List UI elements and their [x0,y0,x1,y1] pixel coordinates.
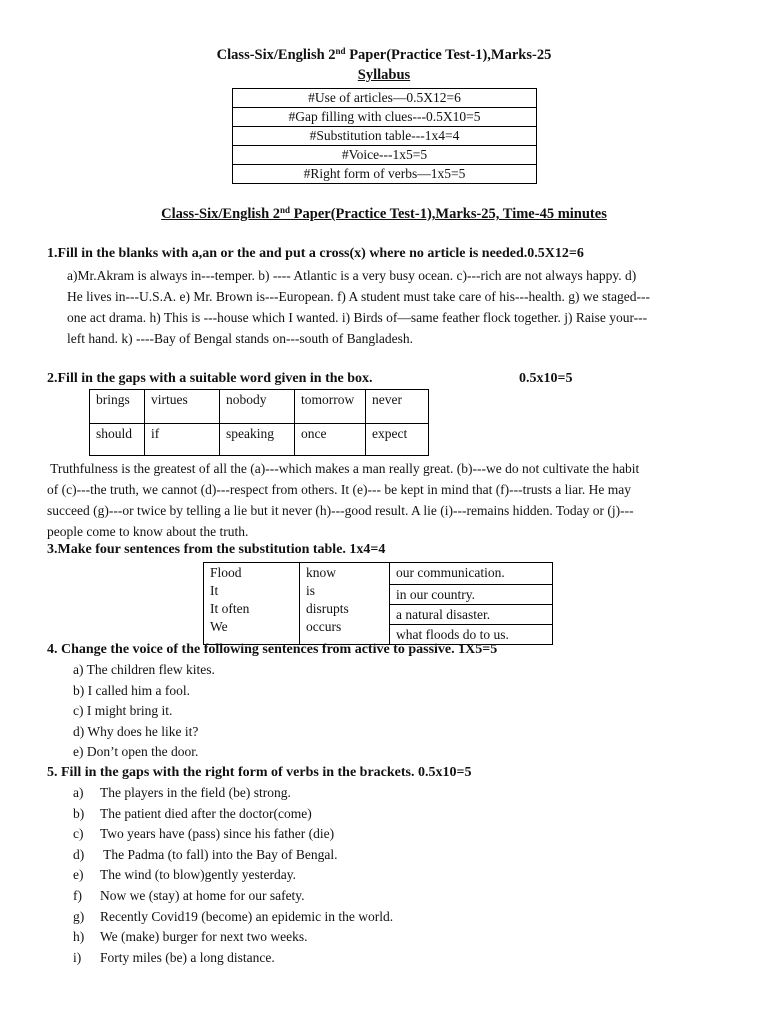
q2-marks: 0.5x10=5 [519,371,573,386]
q5-item-text: The patient died after the doctor(come) [100,805,312,821]
q4-item: e) Don’t open the door. [73,744,199,760]
exam-title-text-rest: Paper(Practice Test-1),Marks-25, Time-45 minutes [290,206,607,222]
q5-item [73,927,393,948]
q2-line: Truthfulness is the greatest of all the (a)---which makes a man really great. (b)---we do not cultivate the habit [47,461,640,476]
word-box [89,389,429,456]
syllabus-row: #Gap filling with clues---0.5X10=5 [233,108,537,127]
sub-subject: Flood [210,565,242,580]
syllabus-row: #Voice---1x5=5 [233,146,537,165]
q2-line: of (c)---the truth, we cannot (d)---respect from others. It (e)--- be kept in mind that (f)---trusts a liar. He may [47,482,632,497]
sub-subject: It [210,583,219,598]
sub-verb: know [306,565,336,580]
q4-item: a) The children flew kites. [73,662,215,677]
q5-item-text: Two years have (pass) since his father (die) [100,826,335,842]
word-cell: speaking [220,424,295,456]
sub-col-verbs [300,563,390,645]
title-text-rest: Paper(Practice Test-1),Marks-25 [345,47,552,63]
q2-line: succeed (g)---or twice by telling a lie but it never (h)---good result. A lie (i)---remains hidden. Today or (j)--- [47,503,634,518]
q5-item [73,804,393,825]
sub-object: in our country. [390,585,553,605]
q5-item-letter: c) [73,826,84,842]
q4-item: c) I might bring it. [73,703,173,719]
q5-item [73,783,393,804]
title-text: Class-Six/English 2 [216,47,336,63]
sub-verb: is [306,583,316,598]
q1-heading: 1.Fill in the blanks with a,an or the and put a cross(x) where no article is needed.0.5X12=6 [47,246,584,261]
word-cell: virtues [145,390,220,424]
q2-passage [47,458,747,542]
q5-item [73,824,393,845]
word-cell: should [90,424,145,456]
word-cell: never [366,390,429,424]
q4-item: d) Why does he like it? [73,723,199,739]
q1-line: a)Mr.Akram is always in---temper. b) ---- Atlantic is a very busy ocean. c)---rich are not always happy. d) [67,268,637,283]
sub-object: our communication. [390,563,553,585]
q4-heading: 4. Change the voice of the following sentences from active to passive. 1X5=5 [47,642,498,657]
sub-verb: disrupts [306,601,349,616]
q1-body-cont [67,286,747,349]
word-cell: brings [90,390,145,424]
title-superscript: nd [335,46,346,56]
q2-heading: 2.Fill in the gaps with a suitable word given in the box. [47,371,373,386]
word-cell: nobody [220,390,295,424]
q5-item-letter: d) [73,846,85,862]
q5-item-letter: e) [73,867,84,883]
exam-title-text: Class-Six/English 2 [161,206,281,222]
word-cell: once [295,424,366,456]
q5-item-text: The players in the field (be) strong. [100,785,291,800]
substitution-table [203,562,553,645]
q4-list [73,660,215,763]
exam-title [0,206,768,223]
sub-object: a natural disaster. [390,605,553,625]
q2-line: people come to know about the truth. [47,524,249,539]
sub-subject: We [210,619,228,634]
q4-item: b) I called him a fool. [73,682,190,698]
sub-object: what floods do to us. [390,625,553,645]
q5-item [73,845,393,866]
q1-body [67,265,747,286]
q1-line: left hand. k) ----Bay of Bengal stands on---south of Bangladesh. [67,331,414,346]
syllabus-row: #Substitution table---1x4=4 [233,127,537,146]
syllabus-label: Syllabus [357,67,411,83]
q5-item-text: Now we (stay) at home for our safety. [100,887,305,903]
q3-heading: 3.Make four sentences from the substitution table. 1x4=4 [47,542,386,557]
sub-col-subjects [204,563,300,645]
q5-item-text: The wind (to blow)gently yesterday. [100,867,296,883]
q5-item [73,948,393,969]
syllabus-row: #Right form of verbs—1x5=5 [233,165,537,184]
q5-item-text: The Padma (to fall) into the Bay of Bengal. [100,846,338,862]
syllabus-table [232,88,537,184]
document-title [0,47,768,64]
word-cell: tomorrow [295,390,366,424]
q5-heading: 5. Fill in the gaps with the right form of verbs in the brackets. 0.5x10=5 [47,765,472,780]
q5-item-letter: b) [73,805,85,821]
q5-list [73,783,393,968]
q5-item-letter: h) [73,929,85,945]
q5-item [73,865,393,886]
q5-item-text: We (make) burger for next two weeks. [100,929,308,945]
q5-item [73,886,393,907]
q5-item-letter: i) [73,949,82,965]
syllabus-row: #Use of articles—0.5X12=6 [233,89,537,108]
word-cell: if [145,424,220,456]
q5-item-text: Recently Covid19 (become) an epidemic in the world. [100,908,394,924]
sub-subject: It often [210,601,250,616]
exam-title-superscript: nd [280,205,291,215]
sub-verb: occurs [306,619,342,634]
q5-item-letter: f) [73,887,82,903]
word-cell: expect [366,424,429,456]
q5-item-text: Forty miles (be) a long distance. [100,949,275,965]
q5-item [73,907,393,928]
q5-item-letter: g) [73,908,85,924]
q5-item-letter: a) [73,785,84,800]
q1-line: one act drama. h) This is ---house which I wanted. i) Birds of—same feather flock together. j) Raise your--- [67,310,648,325]
q1-line: He lives in---U.S.A. e) Mr. Brown is---European. f) A student must take care of his---health. g) we staged--- [67,289,650,304]
